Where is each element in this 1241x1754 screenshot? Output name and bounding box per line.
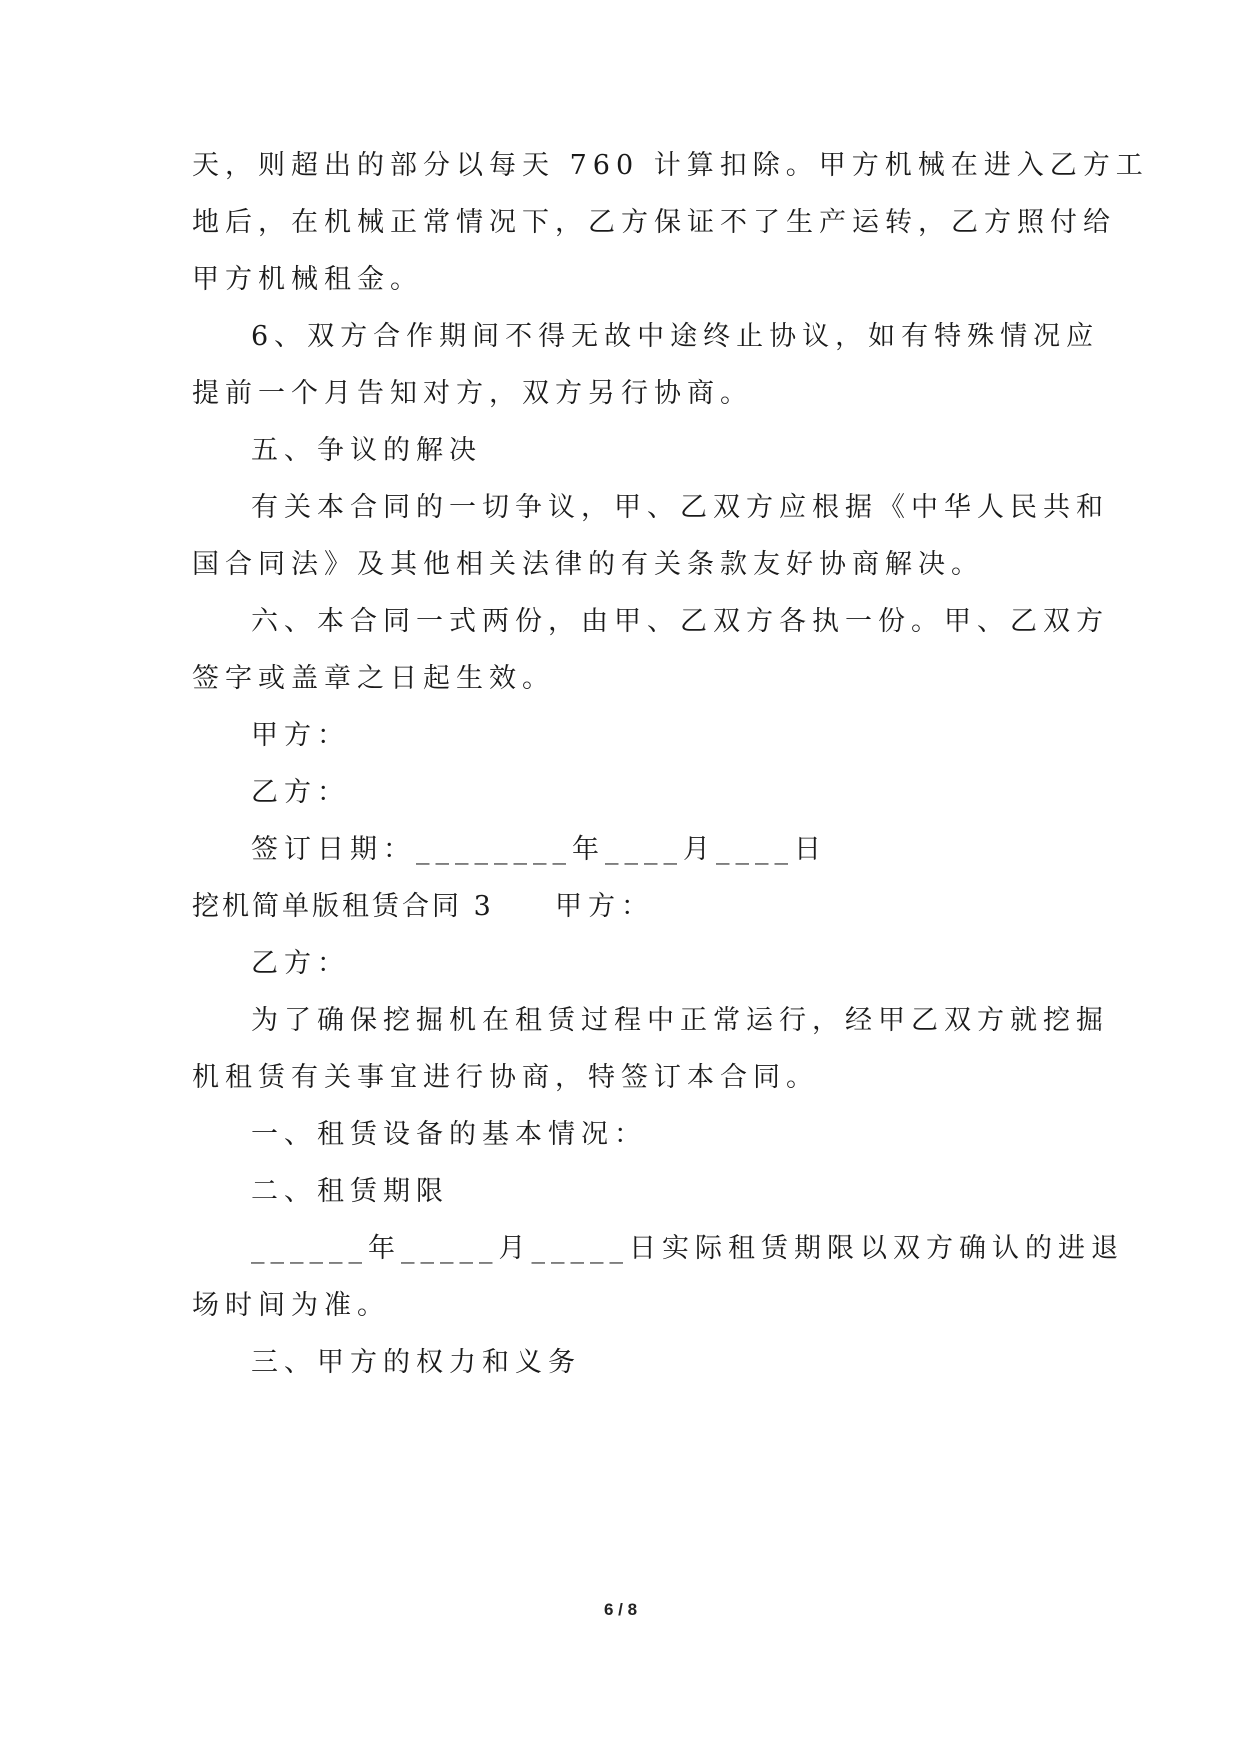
paragraph-line: 机租赁有关事宜进行协商，特签订本合同。 [192,1062,819,1093]
page-number: 6 / 8 [603,1600,638,1619]
party-a-label: 甲方： [555,891,654,922]
signing-date: 签订日期：________年____月____日 [251,834,827,865]
paragraph-line: 6、双方合作期间不得无故中途终止协议，如有特殊情况应 [251,321,1100,352]
paragraph-line: 甲方机械租金。 [192,264,423,295]
section-heading: 一、租赁设备的基本情况： [251,1119,647,1150]
contract-title: 挖机简单版租赁合同 3 [192,891,494,922]
paragraph-line: 场时间为准。 [192,1290,390,1321]
paragraph-line: 为了确保挖掘机在租赁过程中正常运行，经甲乙双方就挖掘 [251,1005,1109,1036]
paragraph-line: 签字或盖章之日起生效。 [192,663,555,694]
party-a-label: 甲方： [251,720,350,751]
section-heading: 五、争议的解决 [251,435,482,466]
section-heading: 二、租赁期限 [251,1176,449,1207]
paragraph-line: 地后，在机械正常情况下，乙方保证不了生产运转，乙方照付给 [192,207,1116,238]
party-b-label: 乙方： [251,777,350,808]
paragraph-line: 天，则超出的部分以每天 760 计算扣除。甲方机械在进入乙方工 [192,150,1149,181]
paragraph-line: 有关本合同的一切争议，甲、乙双方应根据《中华人民共和 [251,492,1109,523]
paragraph-line: ______年_____月_____日实际租赁期限以双方确认的进退 [251,1233,1124,1264]
party-b-label: 乙方： [251,948,350,979]
section-heading: 三、甲方的权力和义务 [251,1347,581,1378]
paragraph-line: 国合同法》及其他相关法律的有关条款友好协商解决。 [192,549,984,580]
paragraph-line: 提前一个月告知对方，双方另行协商。 [192,378,753,409]
paragraph-line: 六、本合同一式两份，由甲、乙双方各执一份。甲、乙双方 [251,606,1109,637]
